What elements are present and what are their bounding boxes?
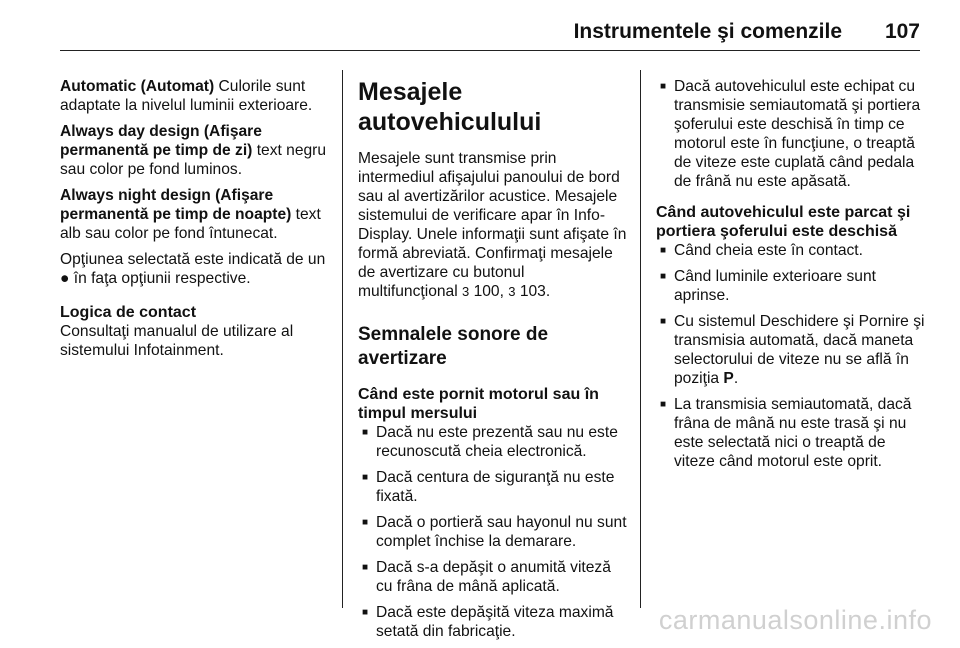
parked-door-open-subheading: Când autovehiculul este parcat şi portiera şoferului este deschisă	[656, 204, 911, 240]
column-divider-1	[342, 70, 343, 608]
cross-reference-icon: 3	[462, 284, 470, 299]
list-item: ■ Dacă este depăşită viteza maximă setată din fabricaţie.	[362, 604, 614, 640]
option-description: Culorile sunt adaptate la nivelul luminii exterioare.	[60, 78, 313, 114]
option-day-design	[60, 122, 330, 179]
bullet-icon: ■	[660, 399, 667, 410]
column-divider-2	[640, 70, 641, 608]
bullet-icon: ■	[660, 245, 667, 256]
parked-door-open-list	[656, 241, 926, 471]
contact-logic-text: Consultaţi manualul de utilizare al sistemului Infotainment.	[60, 323, 294, 359]
list-item: ■ Cu sistemul Deschidere şi Pornire şi transmisia automată, dacă maneta selectorului de viteze nu se află în poziţia P.	[660, 313, 925, 387]
list-item: ■ La transmisia semiautomată, dacă frâna de mână nu este trasă şi nu este selectată nici o treaptă de viteze când motorul este oprit.	[660, 396, 912, 470]
list-item: ■ Dacă nu este prezentă sau nu este recunoscută cheia electronică.	[362, 424, 618, 460]
option-night-design	[60, 186, 330, 243]
page-header	[60, 14, 920, 51]
bullet-icon: ■	[362, 607, 369, 618]
bullet-icon: ■	[362, 472, 369, 483]
bullet-icon: ■	[362, 562, 369, 573]
selected-dot-icon: ●	[60, 270, 70, 287]
column-2	[358, 77, 628, 648]
bullet-icon: ■	[660, 316, 667, 327]
list-item: ■ Dacă o portieră sau hayonul nu sunt complet închise la demarare.	[362, 514, 627, 550]
engine-running-list	[358, 423, 628, 641]
option-description: text negru sau color pe fond luminos.	[60, 142, 327, 178]
watermark: carmanualsonline.info	[658, 605, 932, 635]
option-term: Automatic (Automat)	[60, 78, 215, 95]
list-item: ■ Când luminile exterioare sunt aprinse.	[660, 268, 876, 304]
selection-note: Opţiunea selectată este indicată de un ● în faţa opţiunii respective.	[60, 251, 326, 287]
vehicle-messages-title: Mesajele autovehiculului	[358, 78, 542, 136]
bullet-icon: ■	[660, 271, 667, 282]
column-1	[60, 77, 330, 360]
bullet-icon: ■	[362, 517, 369, 528]
contact-logic-heading: Logica de contact	[60, 304, 197, 321]
option-term: Always night design (Afişare permanentă pe timp de noapte)	[60, 187, 292, 223]
section-title: Instrumentele şi comenzile	[573, 20, 842, 43]
list-item: ■ Când cheia este în contact.	[660, 242, 863, 259]
list-item: ■ Dacă centura de siguranţă nu este fixată.	[362, 469, 615, 505]
warning-chimes-heading: Semnalele sonore de avertizare	[358, 324, 549, 369]
vehicle-messages-intro: Mesajele sunt transmise prin intermediul afişajului panoului de bord sau al avertizărilor acustice. Mesajele sistemului de verificare apar în Info-Display. Unele informaţii sunt afişate în formă abreviată. Confirmaţi mesajele de avertizare cu butonul multifuncţional 3 100, 3 103.	[358, 150, 627, 300]
bullet-icon: ■	[362, 427, 369, 438]
option-description: text alb sau color pe fond întunecat.	[60, 206, 321, 242]
engine-running-subheading: Când este pornit motorul sau în timpul mersului	[358, 386, 599, 422]
page-number: 107	[884, 20, 920, 43]
column-3	[656, 77, 926, 478]
engine-running-list-continued	[656, 77, 926, 191]
list-item: ■ Dacă autovehiculul este echipat cu transmisie semiautomată şi portiera şoferului este deschisă în timp ce motorul este în funcţiune, o treaptă de viteze este cuplată când pedala de frână nu este apăsată.	[660, 78, 921, 190]
list-item: ■ Dacă s-a depăşit o anumită viteză cu frâna de mână aplicată.	[362, 559, 611, 595]
option-automatic	[60, 77, 330, 115]
cross-reference-icon: 3	[508, 284, 516, 299]
option-term: Always day design (Afişare permanentă pe timp de zi)	[60, 123, 262, 159]
bullet-icon: ■	[660, 81, 667, 92]
